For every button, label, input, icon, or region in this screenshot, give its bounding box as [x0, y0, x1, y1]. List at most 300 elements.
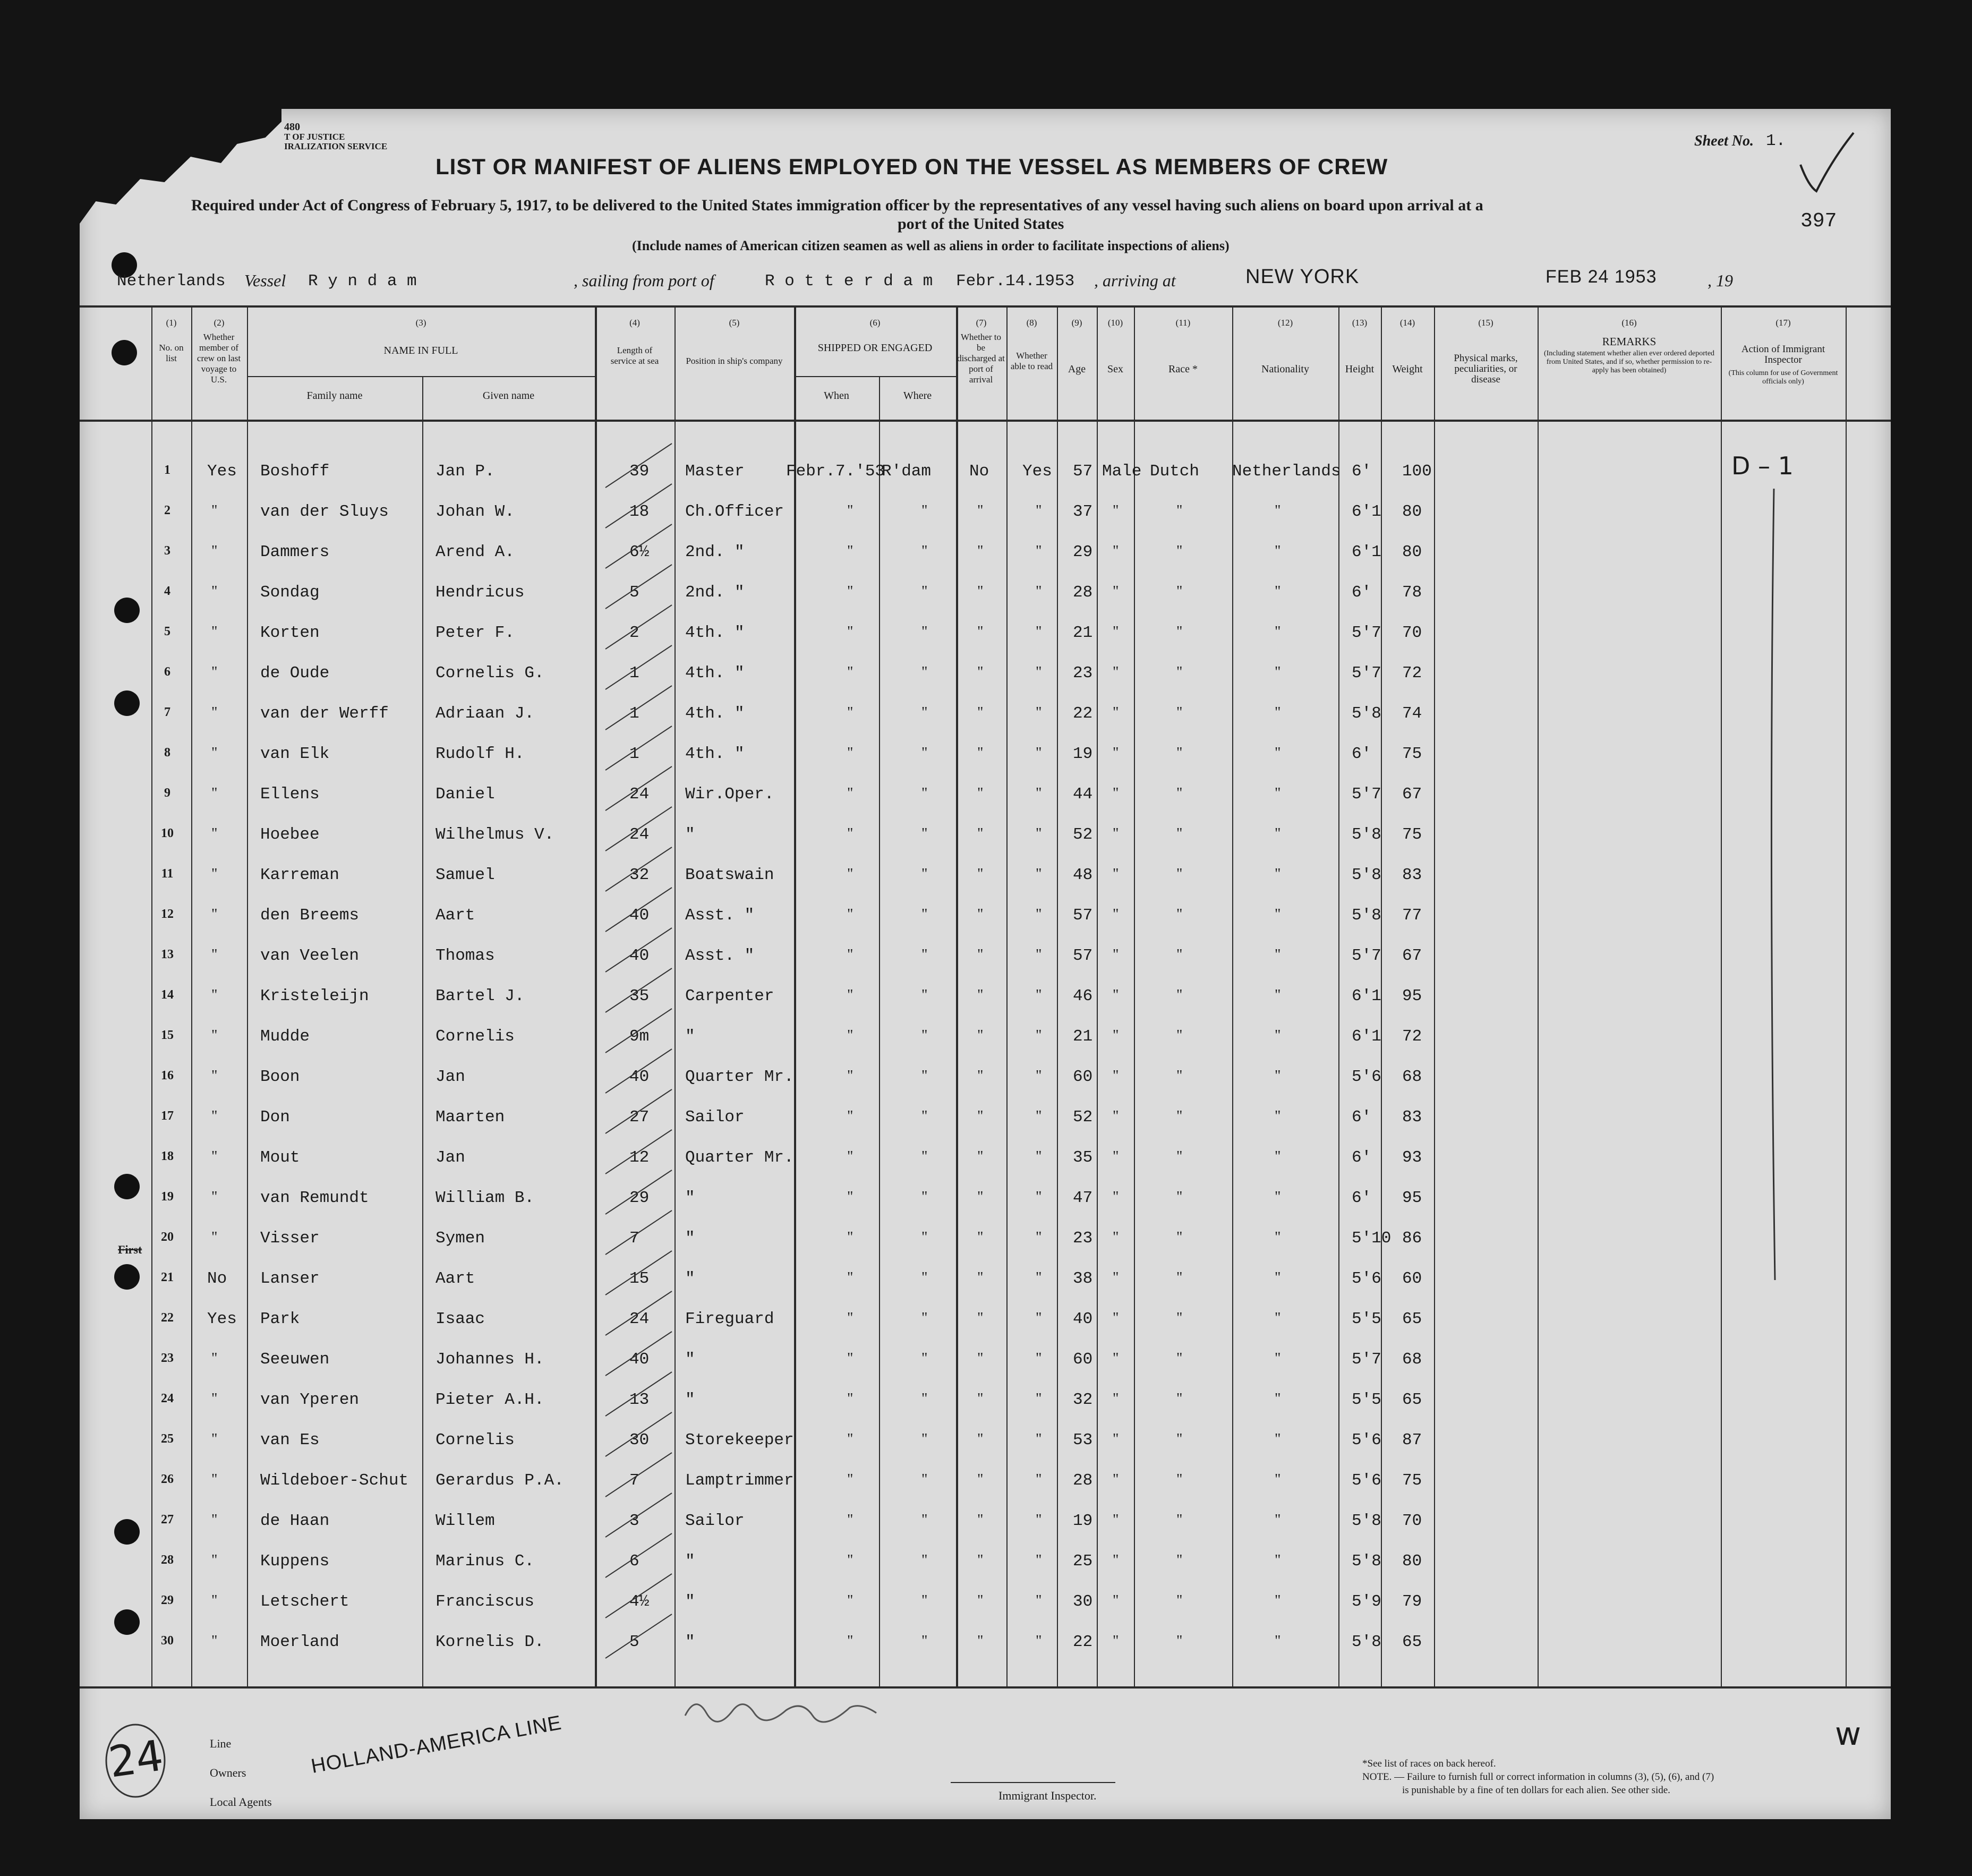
shipped-where-cell: "	[921, 1633, 928, 1649]
able-to-read-cell: "	[1036, 502, 1042, 519]
shipped-where-cell: "	[921, 1108, 928, 1124]
shipped-where-cell: "	[921, 624, 928, 640]
discharged-cell: "	[977, 1068, 984, 1084]
height-cell: 6'	[1352, 1148, 1372, 1167]
service-slash	[605, 1372, 672, 1416]
nationality-cell: "	[1275, 1068, 1281, 1084]
weight-cell: 67	[1402, 946, 1422, 965]
discharged-cell: "	[977, 1552, 984, 1568]
nationality-cell: "	[1275, 1350, 1281, 1367]
family-name-cell: Korten	[260, 624, 320, 642]
col16-subheader: (Including statement whether alien ever ordered deported from United States, and if so, whether permission to re-apply has been obtained)	[1543, 349, 1715, 374]
footer-page-number: 24	[106, 1730, 166, 1787]
family-name-cell: Kristeleijn	[260, 987, 369, 1005]
row-number: 12	[161, 907, 174, 921]
service-slash	[605, 524, 672, 568]
height-cell: 5'8	[1352, 825, 1381, 844]
service-slash	[605, 1574, 672, 1618]
nationality-cell: "	[1275, 1189, 1281, 1205]
nationality-cell: "	[1275, 1552, 1281, 1568]
nationality-cell: "	[1275, 906, 1281, 923]
nationality-cell: "	[1275, 543, 1281, 559]
sailing-label: , sailing from port of	[574, 271, 714, 290]
col10-header: Sex	[1107, 363, 1123, 375]
race-cell: "	[1176, 906, 1183, 923]
sex-cell: "	[1113, 1068, 1119, 1084]
shipped-where-cell: "	[921, 825, 928, 842]
col1-header: No. on list	[159, 343, 184, 363]
height-cell: 5'9	[1352, 1592, 1381, 1611]
nationality-cell: "	[1275, 704, 1281, 721]
last-voyage-cell: "	[211, 543, 218, 559]
shipped-where-cell: "	[921, 906, 928, 923]
weight-cell: 75	[1402, 1471, 1422, 1490]
service-slash	[605, 1251, 672, 1295]
line-label: Line	[210, 1737, 232, 1750]
discharged-cell: "	[977, 866, 984, 882]
sex-cell: "	[1113, 1552, 1119, 1568]
service-slash	[605, 888, 672, 932]
year-suffix: , 19	[1708, 271, 1733, 290]
height-cell: 5'5	[1352, 1310, 1381, 1328]
weight-cell: 86	[1402, 1229, 1422, 1248]
height-cell: 5'7	[1352, 1350, 1381, 1369]
family-name-cell: Kuppens	[260, 1552, 330, 1571]
nationality-cell: "	[1275, 624, 1281, 640]
position-cell: Carpenter	[685, 987, 774, 1005]
row-number: 28	[161, 1553, 174, 1567]
position-cell: 4th. "	[685, 704, 745, 723]
position-cell: "	[685, 1391, 695, 1409]
shipped-where-cell: "	[921, 583, 928, 600]
able-to-read-cell: "	[1036, 1431, 1042, 1447]
weight-cell: 75	[1402, 745, 1422, 763]
family-name-cell: Visser	[260, 1229, 320, 1248]
shipped-when-cell: "	[847, 1592, 853, 1609]
height-cell: 5'6	[1352, 1068, 1381, 1086]
discharged-cell: "	[977, 1189, 984, 1205]
col15-header: Physical marks, peculiarities, or disease	[1454, 353, 1518, 385]
able-to-read-cell: "	[1036, 664, 1042, 680]
weight-cell: 74	[1402, 704, 1422, 723]
discharged-cell: "	[977, 1269, 984, 1286]
col2-number: (2)	[214, 318, 225, 328]
service-slash	[605, 1332, 672, 1376]
able-to-read-cell: "	[1036, 1148, 1042, 1165]
discharged-cell: "	[977, 1592, 984, 1609]
row-number: 18	[161, 1149, 174, 1163]
able-to-read-cell: "	[1036, 1108, 1042, 1124]
position-cell: 2nd. "	[685, 543, 745, 561]
age-cell: 60	[1073, 1068, 1093, 1086]
service-slash	[605, 605, 672, 649]
able-to-read-cell: "	[1036, 704, 1042, 721]
height-cell: 6'	[1352, 1189, 1372, 1207]
shipped-when-cell: "	[847, 866, 853, 882]
last-voyage-cell: "	[211, 1068, 218, 1084]
discharged-cell: "	[977, 906, 984, 923]
race-cell: "	[1176, 1027, 1183, 1044]
col6-when-header: When	[824, 390, 849, 402]
nationality-cell: "	[1275, 1269, 1281, 1286]
include-line: (Include names of American citizen seamen as well as aliens in order to facilitate inspections of aliens)	[632, 238, 1230, 253]
race-cell: "	[1176, 1068, 1183, 1084]
age-cell: 38	[1073, 1269, 1093, 1288]
row-number: 21	[161, 1270, 174, 1284]
sex-cell: "	[1113, 704, 1119, 721]
shipped-where-cell: "	[921, 1592, 928, 1609]
given-name-cell: Daniel	[436, 785, 495, 804]
nationality-cell: "	[1275, 1512, 1281, 1528]
position-cell: "	[685, 1350, 695, 1369]
discharged-cell: "	[977, 1391, 984, 1407]
sheet-number: 1.	[1766, 132, 1786, 150]
nationality-cell: Netherlands	[1232, 462, 1341, 481]
arrival-port: NEW YORK	[1245, 266, 1360, 288]
family-name-cell: Mudde	[260, 1027, 310, 1046]
nationality-cell: "	[1275, 866, 1281, 882]
family-name-cell: Sondag	[260, 583, 320, 602]
position-cell: Boatswain	[685, 866, 774, 884]
col9-number: (9)	[1071, 318, 1082, 328]
col5-number: (5)	[729, 318, 740, 328]
race-cell: "	[1176, 1108, 1183, 1124]
height-cell: 6'	[1352, 462, 1372, 481]
able-to-read-cell: "	[1036, 745, 1042, 761]
family-name-cell: Dammers	[260, 543, 330, 561]
given-name-cell: Jan	[436, 1148, 465, 1167]
service-slash	[605, 484, 672, 528]
col17-subheader: (This column for use of Government officials only)	[1728, 369, 1838, 386]
nationality-cell: "	[1275, 1391, 1281, 1407]
shipped-where-cell: "	[921, 785, 928, 801]
race-cell: "	[1176, 1391, 1183, 1407]
shipped-when-cell: "	[847, 664, 853, 680]
height-cell: 5'8	[1352, 1633, 1381, 1651]
discharged-cell: "	[977, 785, 984, 801]
position-cell: Sailor	[685, 1512, 745, 1530]
able-to-read-cell: "	[1036, 1552, 1042, 1568]
able-to-read-cell: "	[1036, 1512, 1042, 1528]
service-slash	[605, 928, 672, 972]
able-to-read-cell: "	[1036, 1269, 1042, 1286]
col1-number: (1)	[166, 318, 177, 328]
service-slash	[605, 1170, 672, 1214]
last-voyage-cell: "	[211, 664, 218, 680]
weight-cell: 93	[1402, 1148, 1422, 1167]
shipped-where-cell: "	[921, 1552, 928, 1568]
shipped-when-cell: "	[847, 1108, 853, 1124]
shipped-when-cell: "	[847, 1431, 853, 1447]
nationality-cell: "	[1275, 1229, 1281, 1246]
shipped-where-cell: "	[921, 543, 928, 559]
able-to-read-cell: "	[1036, 1471, 1042, 1488]
inspector-label: Immigrant Inspector.	[998, 1789, 1097, 1802]
family-name-cell: van Es	[260, 1431, 320, 1449]
shipped-when-cell: "	[847, 1229, 853, 1246]
age-cell: 30	[1073, 1592, 1093, 1611]
discharged-cell: "	[977, 825, 984, 842]
given-name-cell: Maarten	[436, 1108, 505, 1127]
given-name-cell: William B.	[436, 1189, 535, 1207]
page-stamp-number: 397	[1800, 210, 1837, 233]
form-number: 480	[284, 121, 300, 133]
age-cell: 52	[1073, 825, 1093, 844]
weight-cell: 60	[1402, 1269, 1422, 1288]
inspector-line	[1763, 483, 1785, 1291]
family-name-cell: van der Werff	[260, 704, 389, 723]
service-slash	[605, 1453, 672, 1497]
last-voyage-cell: "	[211, 1512, 218, 1528]
service-slash	[605, 1009, 672, 1053]
race-cell: "	[1176, 946, 1183, 963]
sailing-date: Febr.14.1953	[956, 272, 1075, 291]
position-cell: Sailor	[685, 1108, 745, 1127]
nationality-cell: "	[1275, 825, 1281, 842]
race-cell: "	[1176, 1633, 1183, 1649]
discharged-cell: "	[977, 1350, 984, 1367]
sex-cell: "	[1113, 1350, 1119, 1367]
height-cell: 6'	[1352, 745, 1372, 763]
last-voyage-cell: "	[211, 1189, 218, 1205]
able-to-read-cell: "	[1036, 1350, 1042, 1367]
weight-cell: 100	[1402, 462, 1432, 481]
col15-number: (15)	[1478, 318, 1493, 328]
row-number: 10	[161, 826, 174, 840]
height-cell: 6'	[1352, 583, 1372, 602]
weight-cell: 65	[1402, 1310, 1422, 1328]
service-cell: 40	[629, 946, 650, 965]
service-slash	[605, 444, 672, 488]
shipped-where-cell: "	[921, 664, 928, 680]
race-cell: "	[1176, 1229, 1183, 1246]
race-cell: "	[1176, 1471, 1183, 1488]
service-cell: 1	[629, 664, 639, 683]
sex-cell: "	[1113, 1391, 1119, 1407]
nationality-cell: "	[1275, 987, 1281, 1003]
given-name-cell: Jan P.	[436, 462, 495, 481]
service-slash	[605, 1049, 672, 1093]
col6-where-header: Where	[903, 390, 932, 402]
discharged-cell: "	[977, 987, 984, 1003]
last-voyage-cell: "	[211, 1148, 218, 1165]
shipped-when-cell: "	[847, 785, 853, 801]
service-cell: 18	[629, 502, 650, 521]
age-cell: 29	[1073, 543, 1093, 561]
sex-cell: "	[1113, 1189, 1119, 1205]
discharged-cell: "	[977, 624, 984, 640]
row-number: 22	[161, 1311, 174, 1325]
service-slash	[605, 726, 672, 770]
position-cell: Quarter Mr.	[685, 1148, 794, 1167]
col9-header: Age	[1068, 363, 1086, 375]
service-cell: 2	[629, 624, 639, 642]
family-name-cell: Lanser	[260, 1269, 320, 1288]
service-cell: 39	[629, 462, 650, 481]
service-cell: 24	[629, 1310, 650, 1328]
last-voyage-cell: "	[211, 1592, 218, 1609]
service-slash	[605, 968, 672, 1012]
weight-cell: 72	[1402, 1027, 1422, 1046]
able-to-read-cell: "	[1036, 1027, 1042, 1044]
height-cell: 5'7	[1352, 785, 1381, 804]
able-to-read-cell: "	[1036, 583, 1042, 600]
race-cell: "	[1176, 987, 1183, 1003]
given-name-cell: Cornelis	[436, 1027, 515, 1046]
height-cell: 5'8	[1352, 1552, 1381, 1571]
height-cell: 5'10	[1352, 1229, 1392, 1248]
able-to-read-cell: "	[1036, 1189, 1042, 1205]
position-cell: "	[685, 1027, 695, 1046]
family-name-cell: Hoebee	[260, 825, 320, 844]
shipped-when-cell: "	[847, 704, 853, 721]
given-name-cell: Jan	[436, 1068, 465, 1086]
family-name-cell: van Veelen	[260, 946, 360, 965]
weight-cell: 67	[1402, 785, 1422, 804]
service-fragment: IRALIZATION SERVICE	[284, 141, 388, 151]
age-cell: 25	[1073, 1552, 1093, 1571]
position-cell: Asst. "	[685, 906, 755, 925]
position-cell: Quarter Mr.	[685, 1068, 794, 1086]
shipped-where-cell: "	[921, 1269, 928, 1286]
service-cell: 6½	[629, 543, 650, 561]
col4-number: (4)	[629, 318, 640, 328]
height-cell: 5'7	[1352, 946, 1381, 965]
col14-header: Weight	[1392, 363, 1423, 375]
nationality-cell: "	[1275, 1027, 1281, 1044]
last-voyage-cell: "	[211, 825, 218, 842]
nationality-cell: "	[1275, 1471, 1281, 1488]
service-cell: 7	[629, 1471, 639, 1490]
shipped-when-cell: "	[847, 906, 853, 923]
weight-cell: 78	[1402, 583, 1422, 602]
sex-cell: "	[1113, 987, 1119, 1003]
sex-cell: Male	[1102, 462, 1142, 481]
age-cell: 35	[1073, 1148, 1093, 1167]
shipped-where-cell: "	[921, 1189, 928, 1205]
corner-mark: w	[1835, 1716, 1862, 1753]
shipped-where-cell: "	[921, 1391, 928, 1407]
shipped-where-cell: "	[921, 1512, 928, 1528]
family-name-cell: Wildeboer-Schut	[260, 1471, 409, 1490]
given-name-cell: Peter F.	[436, 624, 515, 642]
family-name-cell: Boshoff	[260, 462, 330, 481]
sex-cell: "	[1113, 785, 1119, 801]
height-cell: 5'6	[1352, 1471, 1381, 1490]
family-name-cell: Ellens	[260, 785, 320, 804]
last-voyage-cell: "	[211, 946, 218, 963]
discharged-cell: "	[977, 946, 984, 963]
row-number: 9	[164, 786, 170, 800]
given-name-cell: Franciscus	[436, 1592, 535, 1611]
service-cell: 15	[629, 1269, 650, 1288]
given-name-cell: Thomas	[436, 946, 495, 965]
last-voyage-cell: "	[211, 704, 218, 721]
col6-header: SHIPPED OR ENGAGED	[817, 342, 933, 354]
row-number: 20	[161, 1230, 174, 1244]
able-to-read-cell: "	[1036, 624, 1042, 640]
height-cell: 5'5	[1352, 1391, 1381, 1409]
sex-cell: "	[1113, 1229, 1119, 1246]
weight-cell: 83	[1402, 1108, 1422, 1127]
discharged-cell: "	[977, 704, 984, 721]
col7-header: Whether to be discharged at port of arrival	[957, 332, 1005, 385]
col3-header: NAME IN FULL	[383, 345, 458, 356]
sex-cell: "	[1113, 1633, 1119, 1649]
position-cell: "	[685, 1269, 695, 1288]
position-cell: Storekeeper	[685, 1431, 794, 1449]
position-cell: 4th. "	[685, 664, 745, 683]
age-cell: 57	[1073, 906, 1093, 925]
service-cell: 1	[629, 704, 639, 723]
age-cell: 28	[1073, 1471, 1093, 1490]
row-number: 6	[164, 665, 170, 679]
race-cell: "	[1176, 1512, 1183, 1528]
family-name-cell: den Breems	[260, 906, 360, 925]
required-line-2: port of the United States	[898, 215, 1064, 233]
discharged-cell: "	[977, 583, 984, 600]
given-name-cell: Marinus C.	[436, 1552, 535, 1571]
given-name-cell: Kornelis D.	[436, 1633, 544, 1651]
position-cell: 2nd. "	[685, 583, 745, 602]
race-cell: "	[1176, 1592, 1183, 1609]
age-cell: 47	[1073, 1189, 1093, 1207]
age-cell: 22	[1073, 704, 1093, 723]
sex-cell: "	[1113, 906, 1119, 923]
age-cell: 57	[1073, 946, 1093, 965]
nationality-cell: "	[1275, 785, 1281, 801]
col5-header: Position in ship's company	[686, 356, 783, 366]
arriving-label: , arriving at	[1094, 271, 1176, 290]
shipped-when-cell: "	[847, 1148, 853, 1165]
row-number: 15	[161, 1028, 174, 1042]
given-name-cell: Arend A.	[436, 543, 515, 561]
row-number: 19	[161, 1190, 174, 1204]
shipped-when-cell: "	[847, 1350, 853, 1367]
arrival-date: FEB 24 1953	[1546, 267, 1657, 287]
last-voyage-cell: "	[211, 1350, 218, 1367]
sex-cell: "	[1113, 1592, 1119, 1609]
height-cell: 6'1	[1352, 987, 1381, 1005]
given-name-cell: Cornelis G.	[436, 664, 544, 683]
race-cell: "	[1176, 583, 1183, 600]
family-name-cell: van Elk	[260, 745, 330, 763]
weight-cell: 70	[1402, 1512, 1422, 1530]
able-to-read-cell: "	[1036, 946, 1042, 963]
height-cell: 5'7	[1352, 624, 1381, 642]
vessel-label: Vessel	[244, 271, 286, 290]
last-voyage-cell: "	[211, 502, 218, 519]
row-number: 11	[161, 867, 174, 881]
sex-cell: "	[1113, 1512, 1119, 1528]
shipped-where-cell: "	[921, 866, 928, 882]
service-cell: 30	[629, 1431, 650, 1449]
given-name-cell: Samuel	[436, 866, 495, 884]
col12-number: (12)	[1277, 318, 1293, 328]
weight-cell: 80	[1402, 1552, 1422, 1571]
service-cell: 40	[629, 1350, 650, 1369]
last-voyage-cell: Yes	[207, 462, 237, 481]
shipped-where-cell: "	[921, 946, 928, 963]
row-number: 24	[161, 1392, 174, 1405]
shipped-where-cell: R'dam	[882, 462, 932, 481]
shipped-where-cell: "	[921, 502, 928, 519]
age-cell: 48	[1073, 866, 1093, 884]
given-name-cell: Johan W.	[436, 502, 515, 521]
able-to-read-cell: "	[1036, 1229, 1042, 1246]
service-slash	[605, 807, 672, 851]
nationality-cell: "	[1275, 502, 1281, 519]
